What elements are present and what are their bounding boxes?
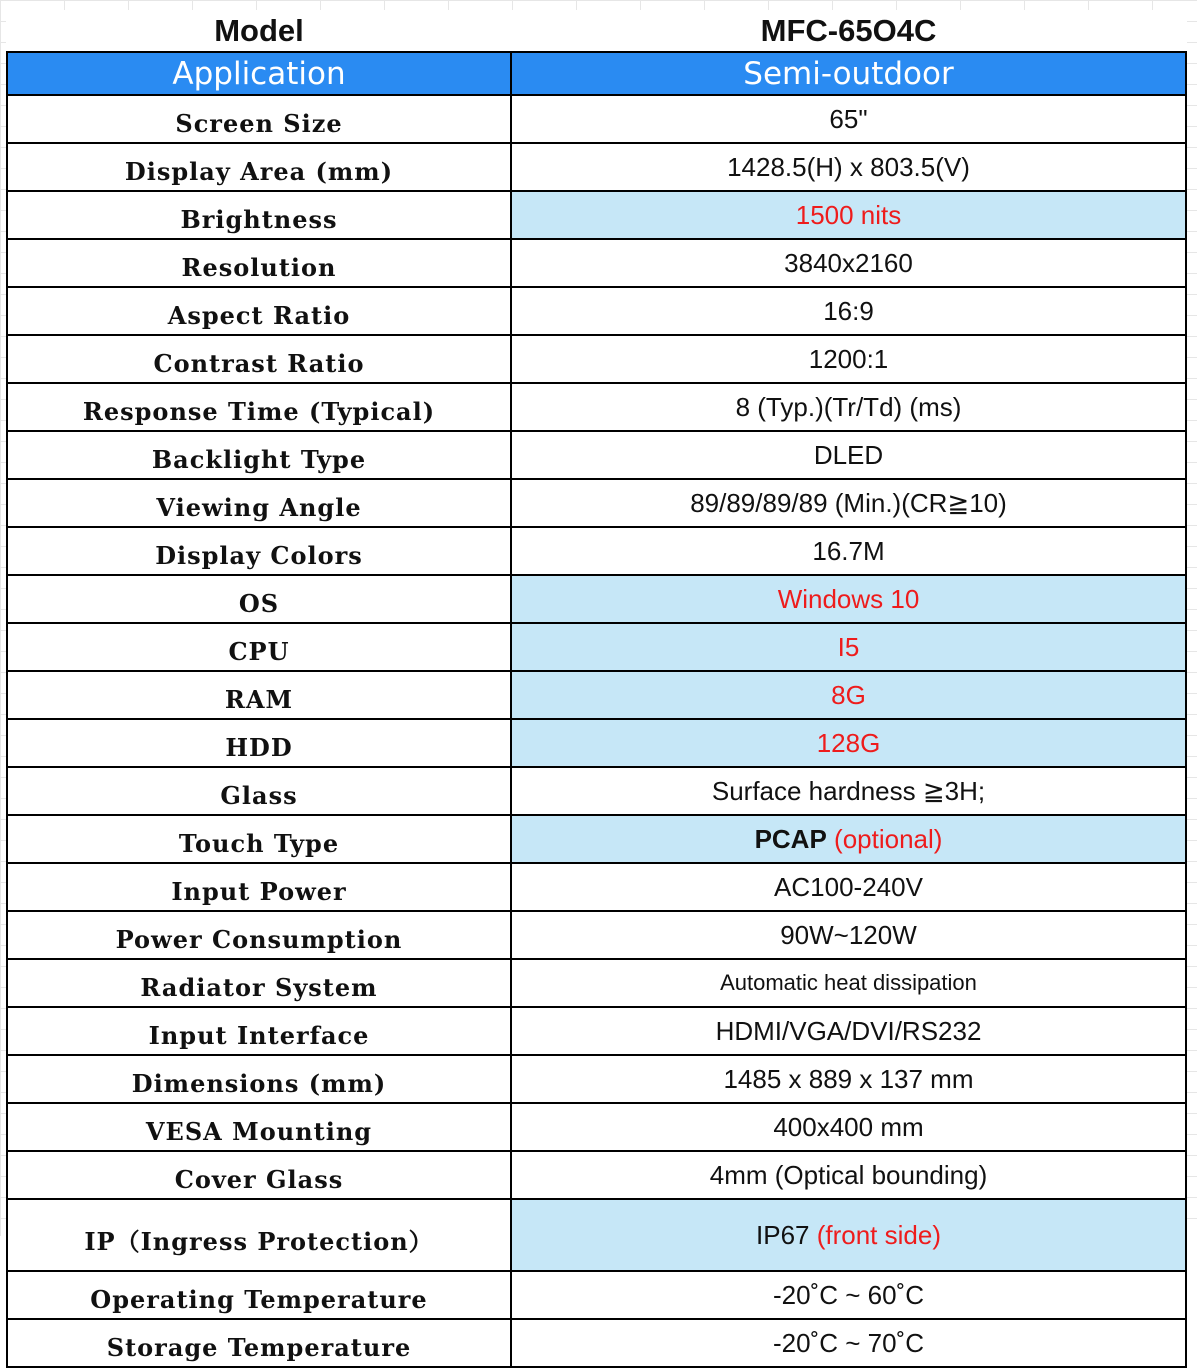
table-row: [7, 575, 1186, 623]
row-value-radiator-system[interactable]: Automatic heat dissipation: [511, 959, 1186, 1007]
row-label-os[interactable]: OS: [7, 575, 511, 623]
row-value-viewing-angle[interactable]: 89/89/89/89 (Min.)(CR≧10): [511, 479, 1186, 527]
table-row: [7, 479, 1186, 527]
table-row: [7, 287, 1186, 335]
table-row: [7, 719, 1186, 767]
spec-table: [6, 10, 1187, 1368]
row-value-display-colors[interactable]: 16.7M: [511, 527, 1186, 575]
row-label-ip-rating[interactable]: IP（Ingress Protection）: [7, 1199, 511, 1271]
touch-type-main: PCAP: [754, 823, 827, 854]
table-row: [7, 1007, 1186, 1055]
row-value-input-power[interactable]: AC100-240V: [511, 863, 1186, 911]
row-value-touch-type[interactable]: [511, 815, 1186, 863]
row-label-screen-size[interactable]: Screen Size: [7, 95, 511, 143]
row-value-screen-size[interactable]: 65": [511, 95, 1186, 143]
row-value-cover-glass[interactable]: 4mm (Optical bounding): [511, 1151, 1186, 1199]
row-value-storage-temperature[interactable]: -20˚C ~ 70˚C: [511, 1319, 1186, 1367]
table-row: [7, 623, 1186, 671]
table-row: [7, 767, 1186, 815]
row-label-power-consumption[interactable]: Power Consumption: [7, 911, 511, 959]
table-row: [7, 1055, 1186, 1103]
row-label-resolution[interactable]: Resolution: [7, 239, 511, 287]
row-value-power-consumption[interactable]: 90W~120W: [511, 911, 1186, 959]
row-value-ram[interactable]: 8G: [511, 671, 1186, 719]
table-row: [7, 527, 1186, 575]
row-label-display-colors[interactable]: Display Colors: [7, 527, 511, 575]
row-label-radiator-system[interactable]: Radiator System: [7, 959, 511, 1007]
table-row: [7, 1103, 1186, 1151]
row-label-aspect-ratio[interactable]: Aspect Ratio: [7, 287, 511, 335]
row-label-dimensions[interactable]: Dimensions (mm): [7, 1055, 511, 1103]
row-value-vesa-mounting[interactable]: 400x400 mm: [511, 1103, 1186, 1151]
table-row: [7, 1199, 1186, 1271]
model-value[interactable]: MFC-65O4C: [511, 10, 1186, 52]
row-value-cpu[interactable]: I5: [511, 623, 1186, 671]
table-row: [7, 959, 1186, 1007]
row-label-glass[interactable]: Glass: [7, 767, 511, 815]
row-label-cover-glass[interactable]: Cover Glass: [7, 1151, 511, 1199]
table-row: [7, 671, 1186, 719]
row-value-backlight-type[interactable]: DLED: [511, 431, 1186, 479]
table-row: [7, 191, 1186, 239]
row-label-display-area[interactable]: Display Area (mm): [7, 143, 511, 191]
table-row: [7, 1271, 1186, 1319]
row-label-brightness[interactable]: Brightness: [7, 191, 511, 239]
row-label-ram[interactable]: RAM: [7, 671, 511, 719]
row-value-hdd[interactable]: 128G: [511, 719, 1186, 767]
row-value-glass[interactable]: Surface hardness ≧3H;: [511, 767, 1186, 815]
touch-type-note: (optional): [826, 823, 943, 854]
row-label-backlight-type[interactable]: Backlight Type: [7, 431, 511, 479]
row-label-cpu[interactable]: CPU: [7, 623, 511, 671]
table-row: [7, 863, 1186, 911]
row-label-operating-temperature[interactable]: Operating Temperature: [7, 1271, 511, 1319]
row-label-storage-temperature[interactable]: Storage Temperature: [7, 1319, 511, 1367]
row-label-touch-type[interactable]: Touch Type: [7, 815, 511, 863]
row-label-vesa-mounting[interactable]: VESA Mounting: [7, 1103, 511, 1151]
row-label-contrast-ratio[interactable]: Contrast Ratio: [7, 335, 511, 383]
row-value-contrast-ratio[interactable]: 1200:1: [511, 335, 1186, 383]
table-row: [7, 143, 1186, 191]
row-value-ip-rating[interactable]: [511, 1199, 1186, 1271]
row-value-display-area[interactable]: 1428.5(H) x 803.5(V): [511, 143, 1186, 191]
table-row: [7, 1319, 1186, 1367]
spec-sheet: [6, 10, 1185, 1368]
table-row: [7, 431, 1186, 479]
row-label-hdd[interactable]: HDD: [7, 719, 511, 767]
table-row: [7, 911, 1186, 959]
table-row: [7, 95, 1186, 143]
table-row: [7, 239, 1186, 287]
model-row: [7, 10, 1186, 52]
row-label-input-power[interactable]: Input Power: [7, 863, 511, 911]
row-label-input-interface[interactable]: Input Interface: [7, 1007, 511, 1055]
ip-rating-main: IP67: [756, 1219, 810, 1250]
table-row: [7, 815, 1186, 863]
table-row: [7, 1151, 1186, 1199]
row-value-dimensions[interactable]: 1485 x 889 x 137 mm: [511, 1055, 1186, 1103]
table-row: [7, 383, 1186, 431]
row-value-operating-temperature[interactable]: -20˚C ~ 60˚C: [511, 1271, 1186, 1319]
row-label-viewing-angle[interactable]: Viewing Angle: [7, 479, 511, 527]
application-label[interactable]: Application: [7, 52, 511, 95]
row-value-os[interactable]: Windows 10: [511, 575, 1186, 623]
application-row: [7, 52, 1186, 95]
row-value-input-interface[interactable]: HDMI/VGA/DVI/RS232: [511, 1007, 1186, 1055]
model-label[interactable]: Model: [7, 10, 511, 52]
row-value-resolution[interactable]: 3840x2160: [511, 239, 1186, 287]
row-label-response-time[interactable]: Response Time (Typical): [7, 383, 511, 431]
row-value-response-time[interactable]: 8 (Typ.)(Tr/Td) (ms): [511, 383, 1186, 431]
row-value-aspect-ratio[interactable]: 16:9: [511, 287, 1186, 335]
row-value-brightness[interactable]: 1500 nits: [511, 191, 1186, 239]
ip-rating-note: (front side): [809, 1219, 941, 1250]
application-value[interactable]: Semi-outdoor: [511, 52, 1186, 95]
table-row: [7, 335, 1186, 383]
